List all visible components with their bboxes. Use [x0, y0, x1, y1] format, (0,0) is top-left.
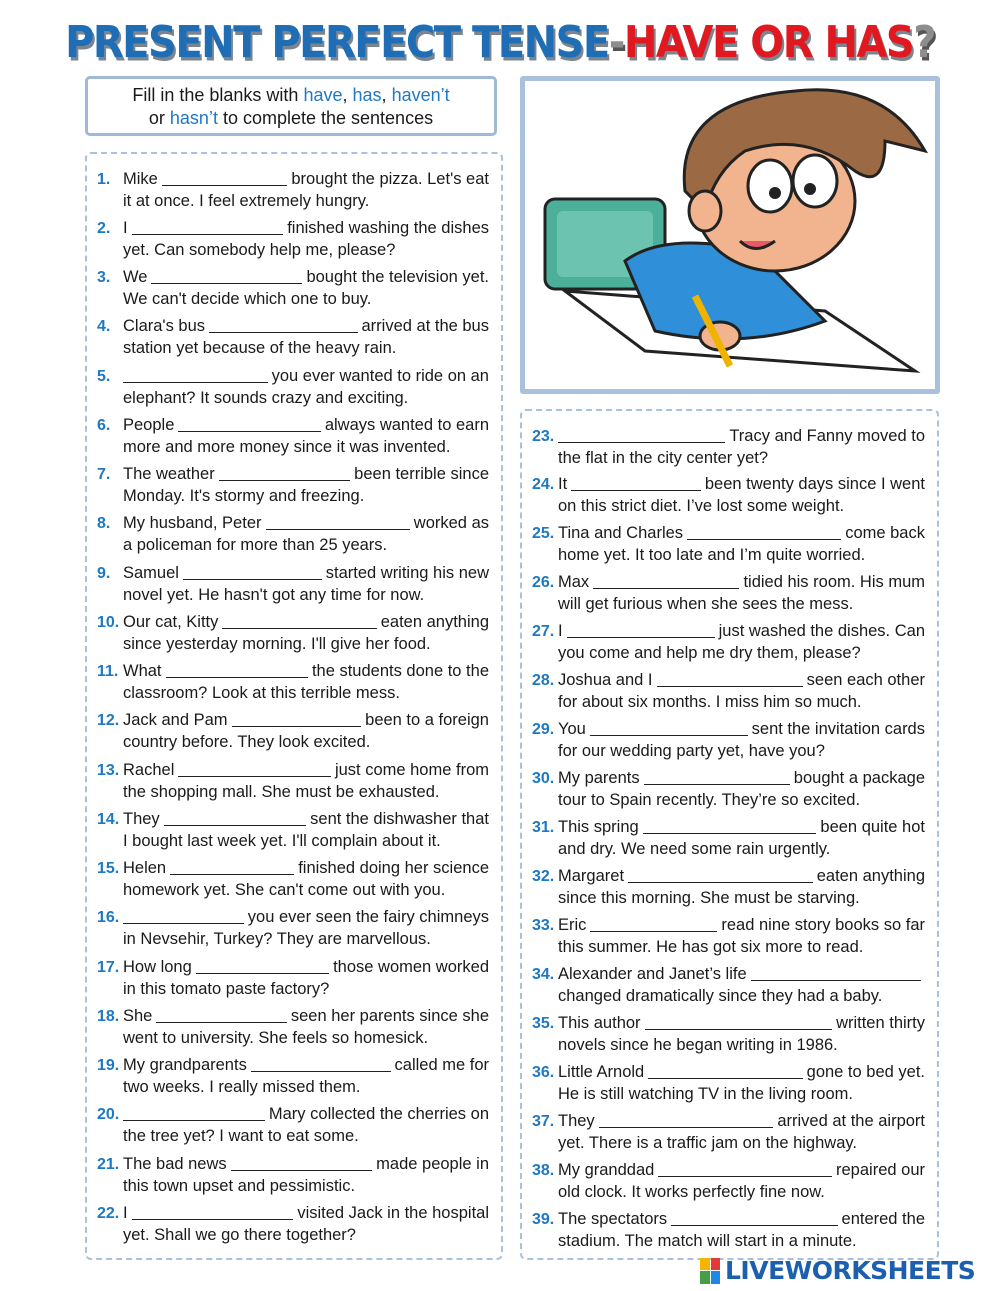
item-line-2: in this tomato paste factory?	[123, 979, 330, 998]
answer-blank-input[interactable]	[643, 813, 817, 834]
item-line-2: a policeman for more than 25 years.	[123, 536, 388, 555]
exercise-item	[532, 813, 925, 862]
item-line-2: it at once. I feel extremely hungry.	[123, 191, 370, 210]
item-text-after: you ever seen the fairy chimneys	[247, 908, 489, 927]
answer-blank-input[interactable]	[751, 960, 921, 981]
item-line-1	[532, 959, 925, 984]
comma: ,	[342, 85, 353, 105]
item-line-1	[532, 1106, 925, 1131]
item-line-2: for our wedding party yet, have you?	[558, 742, 825, 761]
exercise-item	[97, 460, 489, 509]
item-text-before: Eric	[558, 916, 587, 934]
answer-blank-input[interactable]	[232, 706, 362, 727]
answer-blank-input[interactable]	[222, 608, 376, 629]
item-text-after: you ever wanted to ride on an	[271, 366, 489, 385]
item-number: 15.	[97, 860, 120, 877]
item-text-before: This author	[558, 1013, 641, 1032]
item-line-2: the tree yet? I want to eat some.	[123, 1127, 359, 1146]
item-line-1	[532, 1204, 925, 1229]
item-text-after: come back	[845, 524, 925, 543]
item-line-2: this town upset and pessimistic.	[123, 1176, 356, 1195]
item-text-after: the students done to the	[311, 662, 489, 680]
item-number: 20.	[97, 1106, 120, 1124]
keyword-havent: haven’t	[391, 85, 450, 105]
exercise-item	[97, 854, 489, 903]
item-line-2: yet. Can somebody help me, please?	[123, 240, 396, 259]
instruction-text: or	[148, 108, 170, 128]
title-question-mark: ?	[913, 18, 935, 68]
item-text-after: just come home from	[334, 760, 489, 779]
answer-blank-input[interactable]	[571, 470, 701, 491]
exercise-item	[97, 657, 489, 706]
item-number: 25.	[532, 525, 555, 543]
item-line-2: country before. They look excited.	[123, 733, 371, 752]
item-line-1	[97, 607, 489, 632]
item-line-1	[97, 558, 489, 583]
item-line-1	[97, 213, 489, 238]
item-text-before: This spring	[558, 818, 639, 837]
item-text-after: finished doing her science	[298, 859, 489, 877]
answer-blank-input[interactable]	[590, 911, 717, 932]
item-number: 23.	[532, 427, 555, 445]
item-text-before: We	[123, 268, 148, 286]
answer-blank-input[interactable]	[132, 1199, 294, 1220]
item-text-before: My husband, Peter	[123, 514, 262, 533]
exercise-item	[97, 607, 489, 656]
item-text-after: seen her parents since she	[290, 1006, 489, 1025]
item-line-2: since yesterday morning. I'll give her food.	[123, 634, 431, 653]
item-text-before: What	[123, 662, 162, 680]
item-line-1	[532, 1155, 925, 1180]
answer-blank-input[interactable]	[644, 764, 790, 785]
item-line-1	[97, 657, 489, 682]
exercise-item	[97, 1198, 489, 1247]
item-text-before: It	[558, 475, 568, 494]
answer-blank-input[interactable]	[648, 1058, 802, 1079]
exercise-item	[532, 1204, 925, 1253]
item-text-before: Helen	[123, 859, 167, 877]
item-line-2: will get furious when she sees the mess.	[558, 595, 854, 614]
item-line-2: yet. Shall we go there together?	[123, 1225, 356, 1244]
answer-blank-input[interactable]	[123, 362, 268, 383]
answer-blank-input[interactable]	[628, 862, 813, 883]
exercise-item	[532, 764, 925, 813]
exercise-item	[532, 617, 925, 666]
item-text-after: been terrible since	[354, 465, 489, 483]
exercise-item	[97, 213, 489, 262]
exercise-item	[532, 519, 925, 568]
item-text-before: They	[558, 1111, 595, 1130]
item-text-after: sent the dishwasher that	[310, 809, 489, 828]
item-text-before: Margaret	[558, 867, 625, 886]
item-text-after: eaten anything	[380, 612, 489, 631]
item-text-before: My grandparents	[123, 1056, 247, 1074]
item-number: 36.	[532, 1063, 555, 1081]
item-text-after: been to a foreign	[365, 711, 489, 730]
item-text-before: I	[123, 1203, 128, 1222]
item-number: 34.	[532, 965, 555, 983]
answer-blank-input[interactable]	[251, 1051, 391, 1072]
item-text-after: seen each other	[806, 671, 925, 690]
item-text-after: been quite hot	[820, 818, 925, 837]
item-line-1	[97, 1198, 489, 1223]
item-line-1	[97, 903, 489, 928]
exercise-item	[532, 421, 925, 470]
exercise-item	[532, 568, 925, 617]
item-line-2: Monday. It's stormy and freezing.	[123, 487, 365, 505]
item-line-1	[97, 804, 489, 829]
item-line-1	[532, 617, 925, 642]
answer-blank-input[interactable]	[231, 1150, 373, 1171]
item-number: 29.	[532, 721, 555, 739]
item-line-1	[532, 568, 925, 593]
answer-blank-input[interactable]	[166, 657, 308, 678]
item-line-1	[97, 312, 489, 337]
item-line-1	[532, 470, 925, 495]
item-line-1	[532, 519, 925, 544]
item-line-2: the flat in the city center yet?	[558, 448, 769, 467]
item-line-1	[97, 1100, 489, 1125]
exercise-item	[97, 509, 489, 558]
exercise-item	[97, 164, 489, 213]
liveworksheets-logo	[700, 1256, 975, 1285]
item-line-2: two weeks. I really missed them.	[123, 1078, 361, 1096]
item-text-before: Samuel	[123, 563, 179, 582]
title-highlight: HAVE OR HAS	[623, 18, 914, 68]
item-number: 32.	[532, 868, 555, 886]
item-number: 21.	[97, 1155, 120, 1173]
exercise-item	[97, 263, 489, 312]
item-text-before: My parents	[558, 769, 640, 788]
item-number: 8.	[97, 515, 111, 533]
item-line-2: went to university. She feels so homesick.	[123, 1028, 429, 1047]
item-number: 33.	[532, 917, 555, 934]
exercise-item	[532, 1057, 925, 1106]
item-line-2: elephant? It sounds crazy and exciting.	[123, 388, 409, 407]
item-line-2: novels since he began writing in 1986.	[558, 1035, 838, 1054]
item-line-2: for about six months. I miss him so much.	[558, 693, 862, 712]
item-text-after: always wanted to earn	[324, 415, 489, 434]
item-text-before: You	[558, 720, 586, 739]
item-number: 13.	[97, 761, 120, 779]
item-line-1	[532, 421, 925, 446]
item-line-1	[532, 911, 925, 936]
item-line-1	[97, 410, 489, 435]
item-text-after: finished washing the dishes	[287, 218, 489, 237]
item-text-after: sent the invitation cards	[751, 720, 925, 739]
item-text-after: those women worked	[333, 957, 489, 976]
answer-blank-input[interactable]	[183, 559, 322, 580]
keyword-hasnt: hasn’t	[169, 108, 218, 128]
item-line-2: home yet. It too late and I’m quite worried.	[558, 546, 866, 565]
item-text-before: My granddad	[558, 1160, 655, 1179]
exercise-item	[97, 1100, 489, 1149]
item-line-1	[97, 164, 489, 189]
item-line-2: We can't decide which one to buy.	[123, 290, 372, 308]
exercise-item	[97, 1051, 489, 1100]
item-line-2: station yet because of the heavy rain.	[123, 339, 397, 358]
item-text-after: just washed the dishes. Can	[718, 622, 925, 641]
exercise-item	[97, 952, 489, 1001]
item-line-2: homework yet. She can't come out with you.	[123, 881, 446, 899]
exercise-item	[532, 715, 925, 764]
exercise-item	[97, 558, 489, 607]
logo-text: LIVEWORKSHEETS	[725, 1256, 976, 1285]
item-line-1	[97, 706, 489, 731]
item-text-before: Mike	[123, 169, 158, 188]
item-number: 10.	[97, 613, 120, 631]
item-line-2: since this morning. She must be starving.	[558, 889, 860, 908]
answer-blank-input[interactable]	[219, 460, 350, 481]
item-text-after: written thirty	[836, 1013, 925, 1032]
boy-writing-illustration	[525, 81, 935, 389]
item-text-after: read nine story books so far	[721, 916, 925, 934]
item-line-1	[97, 755, 489, 780]
exercise-column-right	[520, 409, 939, 1260]
title-separator: -	[608, 18, 624, 68]
item-line-2: I bought last week yet. I'll complain about it.	[123, 831, 441, 850]
item-text-before: Alexander and Janet’s life	[558, 964, 747, 983]
item-number: 17.	[97, 958, 120, 976]
item-number: 18.	[97, 1007, 120, 1025]
liveworksheets-badge-icon	[700, 1258, 720, 1284]
exercise-item	[97, 410, 489, 459]
item-line-1	[97, 1051, 489, 1076]
exercise-item	[532, 862, 925, 911]
item-line-1	[97, 263, 489, 288]
instruction-text: to complete the sentences	[217, 108, 434, 128]
item-number: 39.	[532, 1210, 555, 1228]
item-text-after: bought a package	[793, 769, 925, 788]
answer-blank-input[interactable]	[132, 214, 284, 235]
instruction-text: Fill in the blanks with	[132, 85, 304, 105]
item-line-2: you come and help me dry them, please?	[558, 644, 861, 663]
exercise-item	[532, 666, 925, 715]
exercise-item	[532, 1106, 925, 1155]
item-number: 22.	[97, 1204, 120, 1222]
item-line-1	[97, 460, 489, 485]
item-text-before: She	[123, 1006, 153, 1025]
item-text-before: Our cat, Kitty	[123, 612, 219, 631]
exercise-item	[97, 312, 489, 361]
exercise-item	[97, 903, 489, 952]
item-number: 31.	[532, 819, 555, 837]
item-number: 2.	[97, 219, 111, 237]
instructions-box	[85, 76, 497, 136]
answer-blank-input[interactable]	[567, 617, 715, 638]
item-number: 19.	[97, 1057, 120, 1074]
item-line-1	[97, 1001, 489, 1026]
item-text-before: Tina and Charles	[558, 524, 684, 543]
item-text-after: repaired our	[836, 1160, 925, 1179]
exercise-item	[532, 1155, 925, 1204]
item-text-before: Rachel	[123, 760, 175, 779]
item-line-2: changed dramatically since they had a baby.	[558, 986, 883, 1005]
item-text-after: visited Jack in the hospital	[297, 1203, 489, 1222]
answer-blank-input[interactable]	[170, 854, 294, 875]
item-number: 11.	[97, 663, 119, 680]
item-text-before: They	[123, 809, 160, 828]
item-text-after: gone to bed yet.	[806, 1062, 925, 1081]
item-text-after: Tracy and Fanny moved to	[729, 426, 925, 445]
item-text-after: bought the television yet.	[306, 268, 489, 286]
item-text-before: I	[558, 622, 563, 641]
exercise-column-left	[85, 152, 503, 1260]
item-line-2: classroom? Look at this terrible mess.	[123, 684, 400, 702]
item-line-1	[532, 862, 925, 887]
item-text-before: Clara's bus	[123, 317, 206, 336]
answer-blank-input[interactable]	[209, 312, 357, 333]
item-text-before: People	[123, 415, 175, 434]
item-line-2: and dry. We need some rain urgently.	[558, 840, 831, 859]
item-text-after: tidied his room. His mum	[743, 573, 925, 592]
exercise-item	[532, 1008, 925, 1057]
item-text-after: been twenty days since I went	[704, 475, 925, 494]
item-text-after: called me for	[394, 1056, 489, 1074]
item-text-after: entered the	[841, 1209, 925, 1228]
answer-blank-input[interactable]	[178, 756, 331, 777]
item-number: 37.	[532, 1112, 555, 1130]
comma: ,	[381, 85, 392, 105]
answer-blank-input[interactable]	[196, 953, 329, 974]
item-number: 1.	[97, 170, 111, 188]
item-line-2: in Nevsehir, Turkey? They are marvellous.	[123, 930, 431, 949]
answer-blank-input[interactable]	[156, 1002, 287, 1023]
answer-blank-input[interactable]	[178, 411, 320, 432]
answer-blank-input[interactable]	[123, 1100, 265, 1121]
illustration-boy-writing	[520, 76, 940, 394]
exercise-item	[532, 470, 925, 519]
item-line-2: He is still watching TV in the living room.	[558, 1084, 853, 1103]
answer-blank-input[interactable]	[162, 165, 288, 186]
keyword-has: has	[352, 85, 382, 105]
item-line-2: this summer. He has got six more to read.	[558, 938, 864, 956]
item-line-1	[97, 854, 489, 879]
item-number: 16.	[97, 909, 120, 927]
item-number: 4.	[97, 318, 111, 336]
item-line-1	[97, 509, 489, 534]
item-line-2: tour to Spain recently. They’re so excited.	[558, 791, 861, 810]
answer-blank-input[interactable]	[671, 1205, 837, 1226]
item-line-1	[532, 1057, 925, 1082]
item-line-2: more and more money since it was invented.	[123, 437, 451, 456]
answer-blank-input[interactable]	[123, 903, 244, 924]
item-line-2: the shopping mall. She must be exhausted.	[123, 782, 440, 801]
item-line-1	[97, 361, 489, 386]
item-number: 28.	[532, 672, 555, 690]
item-text-after: eaten anything	[816, 867, 925, 886]
item-number: 27.	[532, 623, 555, 641]
answer-blank-input[interactable]	[558, 422, 725, 443]
item-number: 26.	[532, 574, 555, 592]
item-number: 38.	[532, 1161, 555, 1179]
item-text-before: The weather	[123, 465, 215, 483]
exercise-item	[532, 959, 925, 1008]
exercise-item	[97, 804, 489, 853]
item-text-before: Joshua and I	[558, 671, 653, 690]
answer-blank-input[interactable]	[658, 1156, 832, 1177]
item-number: 6.	[97, 416, 111, 434]
item-line-1	[532, 1008, 925, 1033]
answer-blank-input[interactable]	[590, 715, 748, 736]
answer-blank-input[interactable]	[164, 805, 306, 826]
item-text-after: Mary collected the cherries on	[268, 1105, 489, 1124]
exercise-item	[97, 755, 489, 804]
item-text-before: How long	[123, 957, 192, 976]
item-line-1	[532, 715, 925, 740]
item-text-before: The bad news	[123, 1154, 227, 1173]
exercise-item	[97, 1001, 489, 1050]
item-number: 5.	[97, 367, 111, 385]
item-number: 3.	[97, 269, 111, 286]
item-number: 7.	[97, 466, 111, 483]
item-number: 30.	[532, 770, 555, 788]
item-line-1	[97, 952, 489, 977]
worksheet-title	[0, 18, 1000, 68]
answer-blank-input[interactable]	[593, 568, 739, 589]
item-number: 14.	[97, 810, 120, 828]
item-text-after: brought the pizza. Let's eat	[291, 169, 489, 188]
item-text-before: Jack and Pam	[123, 711, 228, 730]
item-text-before: Little Arnold	[558, 1062, 645, 1081]
item-number: 35.	[532, 1014, 555, 1032]
exercise-item	[97, 361, 489, 410]
answer-blank-input[interactable]	[657, 666, 803, 687]
answer-blank-input[interactable]	[266, 509, 410, 530]
answer-blank-input[interactable]	[687, 519, 841, 540]
item-number: 12.	[97, 712, 120, 730]
item-line-2: novel yet. He hasn't got any time for now.	[123, 585, 425, 604]
item-text-before: I	[123, 218, 128, 237]
item-line-1	[532, 666, 925, 691]
item-text-before: The spectators	[558, 1209, 668, 1228]
item-line-2: yet. There is a traffic jam on the highway.	[558, 1133, 857, 1152]
item-text-after: worked as	[413, 514, 489, 533]
item-line-1	[97, 1149, 489, 1174]
item-number: 9.	[97, 564, 111, 582]
item-text-after: arrived at the airport	[777, 1111, 925, 1130]
item-line-2: old clock. It works perfectly fine now.	[558, 1182, 825, 1201]
item-number: 24.	[532, 476, 555, 494]
answer-blank-input[interactable]	[599, 1107, 774, 1128]
title-main: PRESENT PERFECT TENSE	[65, 18, 609, 68]
exercise-item	[97, 706, 489, 755]
item-line-1	[532, 764, 925, 789]
exercise-item	[532, 911, 925, 960]
keyword-have: have	[303, 85, 343, 105]
item-line-2: on this strict diet. I’ve lost some weight.	[558, 497, 845, 516]
exercise-item	[97, 1149, 489, 1198]
item-text-after: started writing his new	[325, 563, 489, 582]
item-line-1	[532, 813, 925, 838]
answer-blank-input[interactable]	[645, 1009, 833, 1030]
item-line-2: stadium. The match will start in a minute.	[558, 1231, 857, 1250]
item-text-before: Max	[558, 573, 590, 592]
item-text-after: made people in	[376, 1154, 489, 1173]
answer-blank-input[interactable]	[151, 263, 302, 284]
item-text-after: arrived at the bus	[361, 317, 489, 336]
